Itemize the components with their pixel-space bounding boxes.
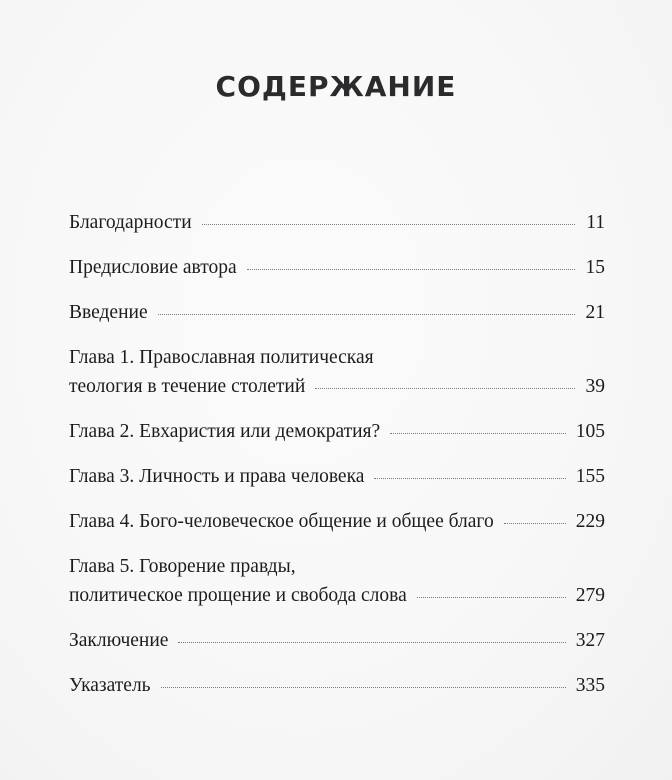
toc-entry-index[interactable] bbox=[69, 671, 605, 700]
toc-entry-label: Глава 2. Евхаристия или демократия? bbox=[69, 421, 381, 442]
toc-entry-chapter-2[interactable] bbox=[69, 417, 605, 446]
toc-entry-acknowledgements[interactable] bbox=[69, 208, 605, 237]
toc-entry-label: Введение bbox=[69, 302, 148, 323]
dot-leader bbox=[315, 388, 575, 389]
toc-entry-label: политическое прощение и свобода слова bbox=[69, 585, 407, 606]
toc-entry-chapter-3[interactable] bbox=[69, 462, 605, 491]
toc-entry-label: Глава 4. Бого-человеческое общение и общее благо bbox=[69, 511, 494, 532]
toc-page-number: 21 bbox=[585, 302, 605, 323]
toc-entry-label-line1: Глава 5. Говорение правды, bbox=[69, 556, 296, 577]
dot-leader bbox=[417, 597, 566, 598]
toc-entry-introduction[interactable] bbox=[69, 298, 605, 327]
toc-entry-chapter-4[interactable] bbox=[69, 507, 605, 536]
dot-leader bbox=[202, 224, 575, 225]
toc-page-number: 279 bbox=[575, 585, 605, 606]
toc-entry-label: Благодарности bbox=[69, 212, 192, 233]
toc-entry-chapter-1[interactable] bbox=[69, 343, 605, 401]
toc-entry-label-line1: Глава 1. Православная политическая bbox=[69, 347, 374, 368]
toc-entry-label: Указатель bbox=[69, 675, 151, 696]
toc-entry-label: Глава 3. Личность и права человека bbox=[69, 466, 365, 487]
toc-entry-author-preface[interactable] bbox=[69, 253, 605, 282]
dot-leader bbox=[247, 269, 575, 270]
dot-leader bbox=[161, 687, 566, 688]
toc-page-number: 11 bbox=[586, 212, 605, 233]
dot-leader bbox=[158, 314, 575, 315]
toc-entry-label: Предисловие автора bbox=[69, 257, 237, 278]
table-of-contents bbox=[69, 208, 605, 716]
toc-page-number: 229 bbox=[575, 511, 605, 532]
toc-entry-chapter-5[interactable] bbox=[69, 552, 605, 610]
toc-page-number: 335 bbox=[575, 675, 605, 696]
toc-entry-label: Заключение bbox=[69, 630, 169, 651]
toc-page-number: 39 bbox=[585, 376, 605, 397]
dot-leader bbox=[504, 523, 566, 524]
dot-leader bbox=[178, 642, 565, 643]
dot-leader bbox=[374, 478, 565, 479]
page-title: СОДЕРЖАНИЕ bbox=[215, 70, 457, 103]
toc-entry-label: теология в течение столетий bbox=[69, 376, 306, 397]
toc-page-number: 155 bbox=[575, 466, 605, 487]
toc-entry-conclusion[interactable] bbox=[69, 626, 605, 655]
dot-leader bbox=[390, 433, 566, 434]
toc-page-number: 105 bbox=[575, 421, 605, 442]
toc-page-number: 15 bbox=[585, 257, 605, 278]
toc-page-number: 327 bbox=[575, 630, 605, 651]
